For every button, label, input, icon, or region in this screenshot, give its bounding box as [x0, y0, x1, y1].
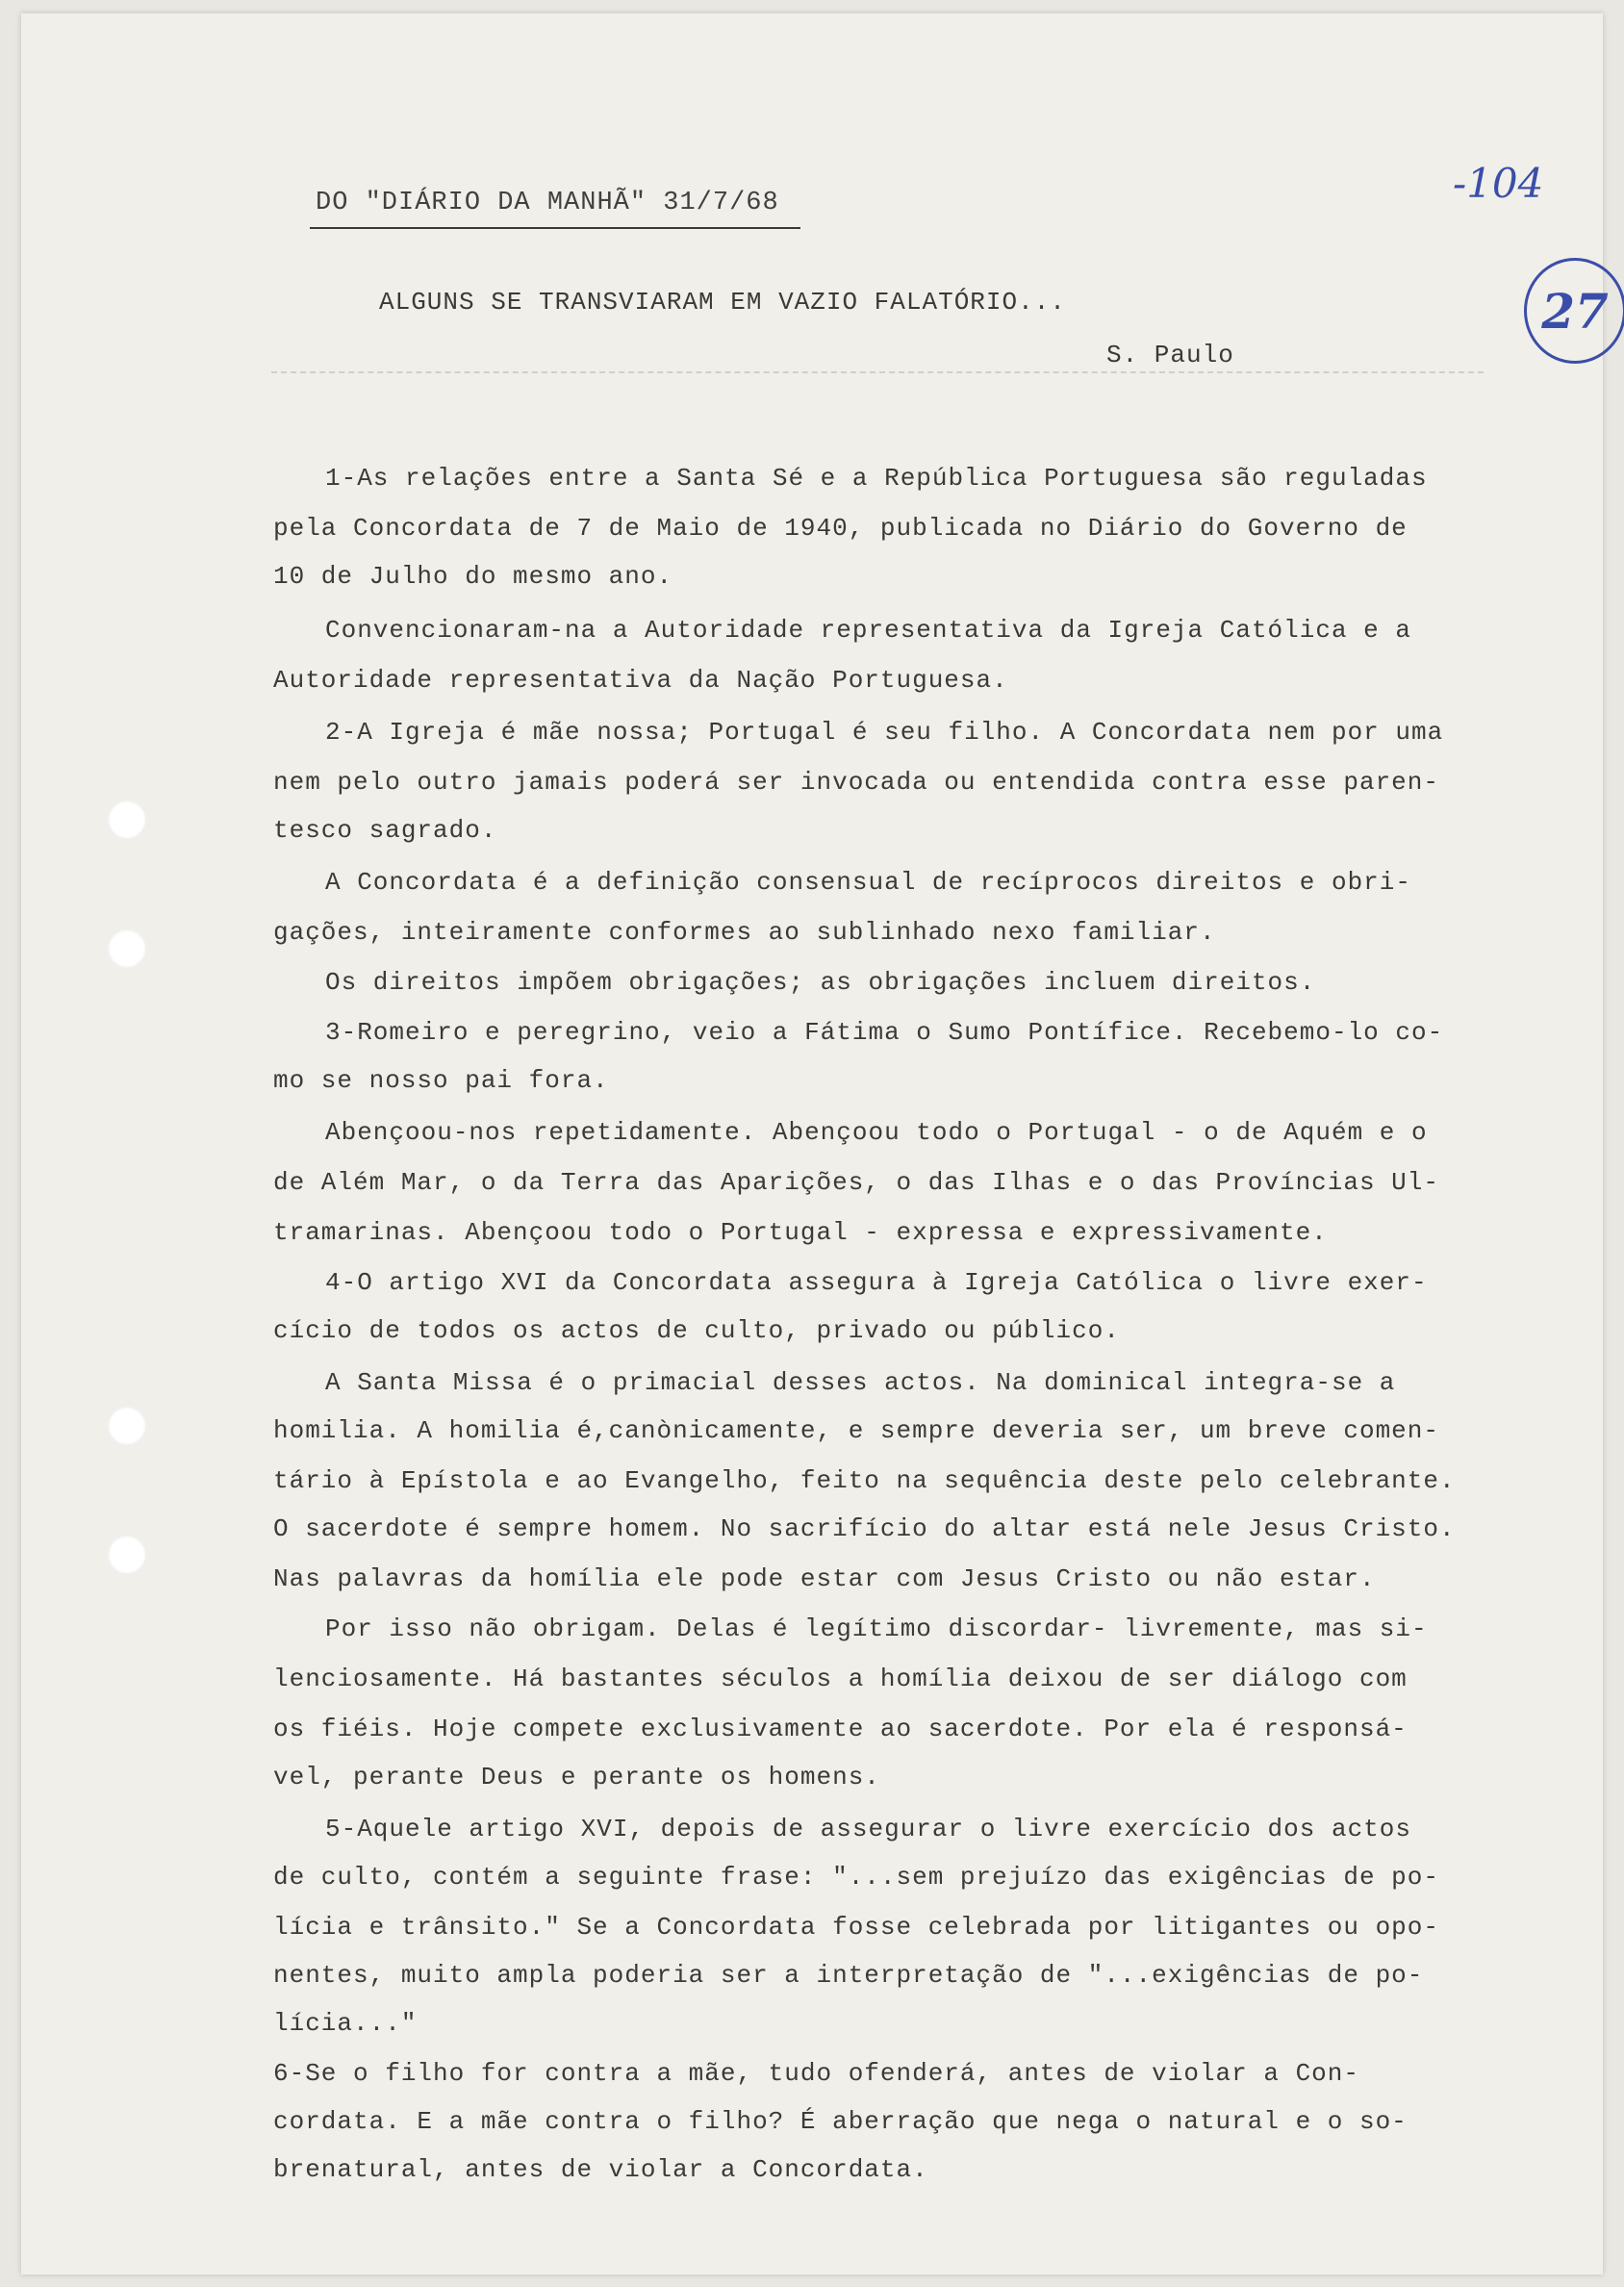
- text-line: de culto, contém a seguinte frase: "...sem prejuízo das exigências de po-: [273, 1863, 1439, 1892]
- text-line: 6-Se o filho for contra a mãe, tudo ofenderá, antes de violar a Con-: [273, 2059, 1359, 2088]
- text-line: lícia e trânsito." Se a Concordata fosse celebrada por litigantes ou opo-: [273, 1913, 1439, 1942]
- epigraph-attribution: S. Paulo: [1106, 341, 1234, 369]
- text-line: pela Concordata de 7 de Maio de 1940, publicada no Diário do Governo de: [273, 514, 1408, 543]
- source-header: DO "DIÁRIO DA MANHÃ" 31/7/68: [316, 189, 779, 217]
- handwritten-page-number: -104: [1453, 160, 1544, 207]
- text-line: Abençoou-nos repetidamente. Abençoou todo o Portugal - o de Aquém e o: [325, 1118, 1428, 1147]
- text-line: brenatural, antes de violar a Concordata.: [273, 2155, 928, 2184]
- article-title: ALGUNS SE TRANSVIARAM EM VAZIO FALATÓRIO...: [379, 288, 1066, 317]
- text-line: tramarinas. Abençoou todo o Portugal - expressa e expressivamente.: [273, 1218, 1328, 1247]
- text-line: 5-Aquele artigo XVI, depois de assegurar o livre exercício dos actos: [325, 1815, 1411, 1843]
- punch-hole: [108, 929, 146, 968]
- text-line: 4-O artigo XVI da Concordata assegura à Igreja Católica o livre exer-: [325, 1268, 1428, 1297]
- divider: [271, 371, 1484, 373]
- text-line: lícia...": [273, 2009, 418, 2038]
- text-line: tesco sagrado.: [273, 816, 497, 845]
- text-line: cordata. E a mãe contra o filho? É aberração que nega o natural e o so-: [273, 2107, 1408, 2136]
- text-line: 2-A Igreja é mãe nossa; Portugal é seu filho. A Concordata nem por uma: [325, 718, 1444, 747]
- text-line: os fiéis. Hoje compete exclusivamente ao sacerdote. Por ela é responsá-: [273, 1715, 1408, 1743]
- header-underline: [310, 227, 800, 229]
- text-line: 10 de Julho do mesmo ano.: [273, 562, 673, 591]
- text-line: Os direitos impõem obrigações; as obrigações incluem direitos.: [325, 968, 1316, 997]
- text-line: mo se nosso pai fora.: [273, 1066, 609, 1095]
- text-line: Autoridade representativa da Nação Portuguesa.: [273, 666, 1008, 695]
- text-line: Convencionaram-na a Autoridade representativa da Igreja Católica e a: [325, 616, 1411, 645]
- text-line: homilia. A homilia é,canònicamente, e sempre deveria ser, um breve comen-: [273, 1416, 1439, 1445]
- punch-hole: [108, 1536, 146, 1574]
- text-line: A Concordata é a definição consensual de recíprocos direitos e obri-: [325, 868, 1411, 897]
- text-line: de Além Mar, o da Terra das Aparições, o das Ilhas e o das Províncias Ul-: [273, 1168, 1439, 1197]
- text-line: cício de todos os actos de culto, privado ou público.: [273, 1316, 1120, 1345]
- circled-stamp-number: 27: [1524, 258, 1624, 364]
- text-line: A Santa Missa é o primacial desses actos. Na dominical integra-se a: [325, 1368, 1396, 1397]
- text-line: 3-Romeiro e peregrino, veio a Fátima o Sumo Pontífice. Recebemo-lo co-: [325, 1018, 1444, 1047]
- punch-hole: [108, 1407, 146, 1445]
- text-line: gações, inteiramente conformes ao sublinhado nexo familiar.: [273, 918, 1216, 947]
- punch-hole: [108, 800, 146, 839]
- text-line: nentes, muito ampla poderia ser a interpretação de "...exigências de po-: [273, 1961, 1424, 1990]
- text-line: tário à Epístola e ao Evangelho, feito na sequência deste pelo celebrante.: [273, 1466, 1456, 1495]
- text-line: vel, perante Deus e perante os homens.: [273, 1763, 880, 1791]
- text-line: Por isso não obrigam. Delas é legítimo discordar- livremente, mas si-: [325, 1614, 1428, 1643]
- text-line: lenciosamente. Há bastantes séculos a homília deixou de ser diálogo com: [273, 1664, 1408, 1693]
- text-line: 1-As relações entre a Santa Sé e a República Portuguesa são reguladas: [325, 464, 1428, 493]
- text-line: Nas palavras da homília ele pode estar com Jesus Cristo ou não estar.: [273, 1564, 1376, 1593]
- text-line: O sacerdote é sempre homem. No sacrifício do altar está nele Jesus Cristo.: [273, 1514, 1456, 1543]
- document-page: [21, 13, 1609, 2274]
- text-line: nem pelo outro jamais poderá ser invocada ou entendida contra esse paren-: [273, 768, 1439, 797]
